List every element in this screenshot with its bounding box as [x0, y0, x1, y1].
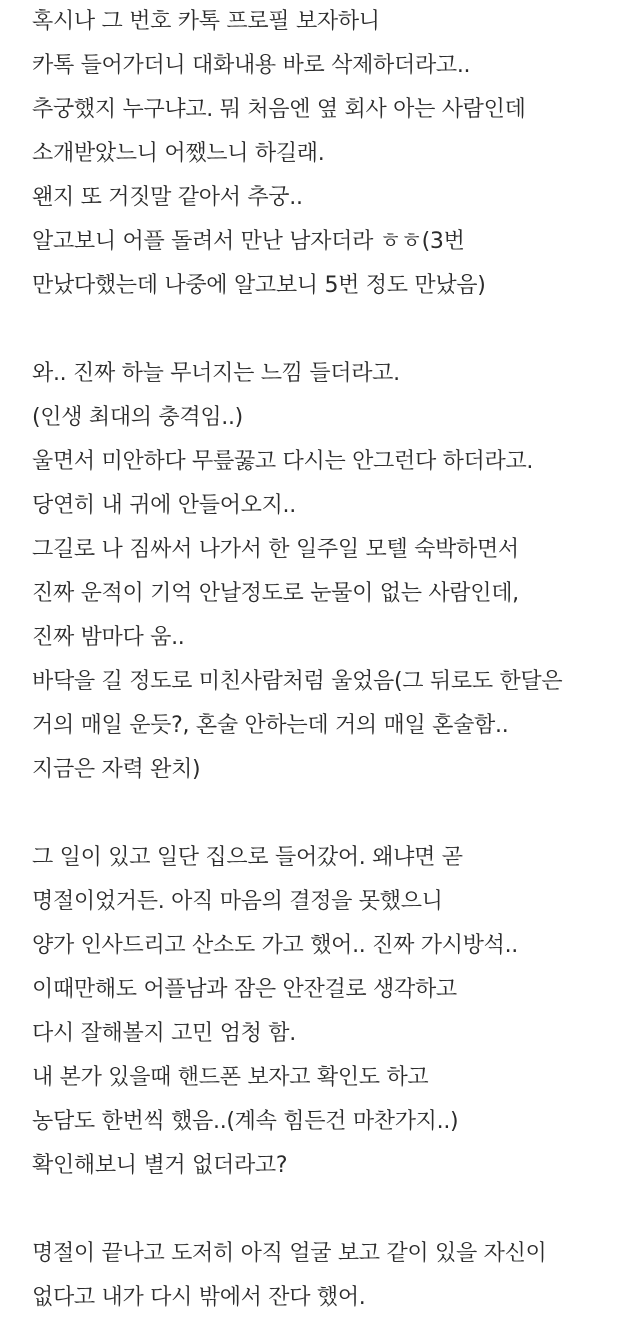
paragraph-gap: [32, 792, 632, 836]
text-line: 확인해보니 별거 없더라고?: [32, 1153, 288, 1178]
text-line: 울면서 미안하다 무릎꿇고 다시는 안그런다 하더라고.: [32, 449, 534, 474]
text-line: 다시 잘해볼지 고민 엄청 함.: [32, 1021, 296, 1046]
text-line: 이때만해도 어플남과 잠은 안잔걸로 생각하고: [32, 977, 457, 1002]
text-line: 진짜 밤마다 움..: [32, 625, 185, 650]
text-line: 왠지 또 거짓말 같아서 추궁..: [32, 185, 303, 210]
text-line: 지금은 자력 완치): [32, 757, 201, 782]
paragraph-gap: [32, 1188, 632, 1232]
text-line: 거의 매일 운듯?, 혼술 안하는데 거의 매일 혼술함..: [32, 713, 509, 738]
paragraph-4: [32, 1232, 632, 1320]
paragraph-1: [32, 0, 632, 308]
text-line: 추궁했지 누구냐고. 뭐 처음엔 옆 회사 아는 사람인데: [32, 97, 526, 122]
text-line: 양가 인사드리고 산소도 가고 했어.. 진짜 가시방석..: [32, 933, 518, 958]
text-line: 바닥을 길 정도로 미친사람처럼 울었음(그 뒤로도 한달은: [32, 669, 563, 694]
text-line: 내 본가 있을때 핸드폰 보자고 확인도 하고: [32, 1065, 429, 1090]
paragraph-gap: [32, 308, 632, 352]
text-line: 명절이 끝나고 도저히 아직 얼굴 보고 같이 있을 자신이: [32, 1241, 547, 1266]
text-line: 없다고 내가 다시 밖에서 잔다 했어.: [32, 1285, 366, 1310]
paragraph-3: [32, 836, 632, 1188]
text-line: 혹시나 그 번호 카톡 프로필 보자하니: [32, 9, 380, 34]
paragraph-2: [32, 352, 632, 792]
document-body: [32, 0, 632, 1310]
text-line: 당연히 내 귀에 안들어오지..: [32, 493, 296, 518]
text-line: 소개받았느니 어쨌느니 하길래.: [32, 141, 325, 166]
text-line: 와.. 진짜 하늘 무너지는 느낌 들더라고.: [32, 361, 400, 386]
text-line: 만났다했는데 나중에 알고보니 5번 정도 만났음): [32, 273, 486, 298]
text-line: 카톡 들어가더니 대화내용 바로 삭제하더라고..: [32, 53, 471, 78]
text-line: 농담도 한번씩 했음..(계속 힘든건 마찬가지..): [32, 1109, 459, 1134]
text-line: 진짜 운적이 기억 안날정도로 눈물이 없는 사람인데,: [32, 581, 519, 606]
text-line: 그 일이 있고 일단 집으로 들어갔어. 왜냐면 곧: [32, 845, 463, 870]
text-line: (인생 최대의 충격임..): [32, 405, 243, 430]
text-line: 명절이었거든. 아직 마음의 결정을 못했으니: [32, 889, 443, 914]
text-line: 알고보니 어플 돌려서 만난 남자더라 ㅎㅎ(3번: [32, 229, 465, 254]
text-line: 그길로 나 짐싸서 나가서 한 일주일 모텔 숙박하면서: [32, 537, 519, 562]
